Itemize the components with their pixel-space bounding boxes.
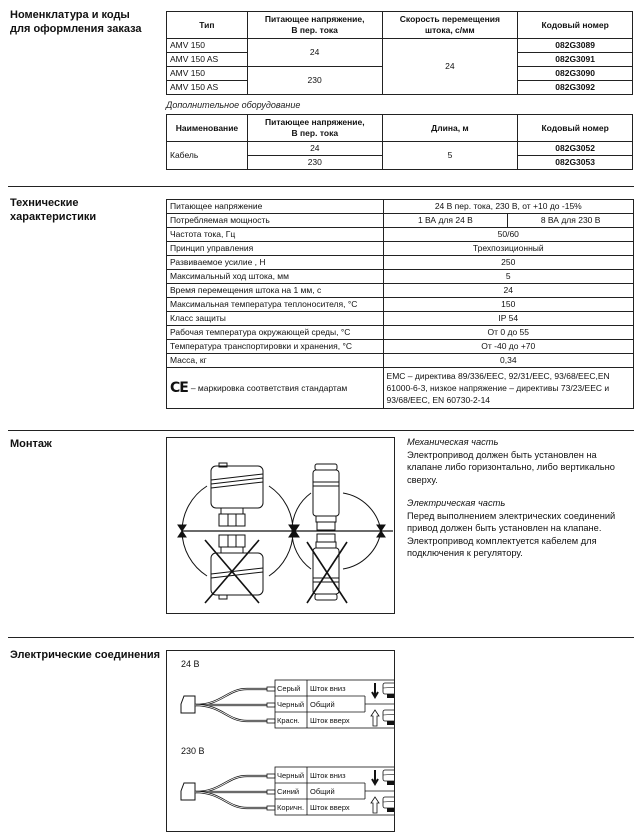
header-voltage: Питающее напряжение, В пер. тока bbox=[247, 115, 382, 142]
actuator-icon bbox=[383, 683, 394, 694]
spec-value: 8 ВА для 230 В bbox=[508, 214, 634, 228]
table-row bbox=[167, 142, 633, 156]
spec-label: Потребляемая мощность bbox=[167, 214, 384, 228]
header-code: Кодовый номер bbox=[518, 12, 633, 39]
actuator-horizontal-wrong-icon bbox=[205, 535, 263, 603]
spec-row bbox=[167, 242, 634, 256]
section-divider bbox=[8, 637, 634, 638]
section-title-tech bbox=[10, 196, 96, 224]
mounting-diagram bbox=[167, 438, 394, 613]
spec-row bbox=[167, 214, 634, 228]
spec-row bbox=[167, 312, 634, 326]
connector-plug-icon bbox=[181, 783, 195, 800]
spec-row bbox=[167, 298, 634, 312]
actuator-horizontal-ok-icon bbox=[211, 463, 263, 526]
section-title-mounting: Монтаж bbox=[10, 438, 52, 450]
spec-value: 1 ВА для 24 В bbox=[383, 214, 508, 228]
wire-function-label: Общий bbox=[310, 700, 335, 709]
ce-label-cell bbox=[167, 368, 384, 409]
electrical-text-cable: Электропривод комплектуется кабелем для подключения к регулятору. bbox=[407, 535, 597, 558]
cell-type: AMV 150 bbox=[167, 39, 248, 53]
wire-color-label: Черный bbox=[277, 700, 305, 709]
cell-code: 082G3091 bbox=[518, 53, 633, 67]
header-code: Кодовый номер bbox=[518, 115, 633, 142]
connector-plug-icon bbox=[181, 696, 195, 713]
spec-value: От -40 до +70 bbox=[383, 340, 633, 354]
spec-label: Частота тока, Гц bbox=[167, 228, 384, 242]
actuator-vertical-ok-icon bbox=[313, 464, 339, 530]
wire-terminal-icon bbox=[267, 806, 275, 810]
wire-color-label: Коричн. bbox=[277, 803, 305, 812]
section-title-ordering bbox=[10, 8, 142, 36]
cell-type: AMV 150 bbox=[167, 67, 248, 81]
section-divider bbox=[8, 430, 634, 431]
wire-color-label: Черный bbox=[277, 771, 305, 780]
wire-color-label: Красн. bbox=[277, 716, 300, 725]
accessories-table bbox=[166, 114, 633, 170]
header-type: Тип bbox=[167, 12, 248, 39]
cell-speed: 24 bbox=[382, 39, 518, 95]
spec-label: Время перемещения штока на 1 мм, с bbox=[167, 284, 384, 298]
spec-label: Максимальная температура теплоносителя, °С bbox=[167, 298, 384, 312]
cell-length: 5 bbox=[382, 142, 518, 170]
spec-value: IP 54 bbox=[383, 312, 633, 326]
header-length: Длина, м bbox=[382, 115, 518, 142]
wire bbox=[195, 792, 267, 808]
spec-value: 150 bbox=[383, 298, 633, 312]
spec-row bbox=[167, 340, 634, 354]
cell-name: Кабель bbox=[167, 142, 248, 170]
wire-function-label: Шток вверх bbox=[310, 716, 350, 725]
wire-function-label: Шток вверх bbox=[310, 803, 350, 812]
spec-value: От 0 до 55 bbox=[383, 326, 633, 340]
spec-value: 250 bbox=[383, 256, 633, 270]
wire-function-label: Шток вниз bbox=[310, 771, 346, 780]
ce-row bbox=[167, 368, 634, 409]
wire-color-label: Серый bbox=[277, 684, 301, 693]
header-speed: Скорость перемещения штока, с/мм bbox=[382, 12, 518, 39]
wire-terminal-icon bbox=[267, 703, 275, 707]
arrow-up-icon bbox=[371, 797, 379, 813]
section-title-electrical: Электрические соединения bbox=[10, 649, 161, 661]
section-title-line: Номенклатура и коды bbox=[10, 9, 130, 21]
cell-code: 082G3092 bbox=[518, 81, 633, 95]
spec-label: Питающее напряжение bbox=[167, 200, 384, 214]
ce-label: – маркировка соответствия стандартам bbox=[190, 382, 348, 393]
cell-code: 082G3090 bbox=[518, 67, 633, 81]
spec-value: 5 bbox=[383, 270, 633, 284]
accessories-title: Дополнительное оборудование bbox=[166, 100, 301, 110]
wiring-diagram bbox=[167, 651, 394, 831]
wire-color-label: Синий bbox=[277, 787, 300, 796]
spec-row bbox=[167, 354, 634, 368]
wire bbox=[195, 776, 267, 792]
wire-function-label: Общий bbox=[310, 787, 335, 796]
wire-function-label: Шток вниз bbox=[310, 684, 346, 693]
spec-label: Развиваемое усилие , Н bbox=[167, 256, 384, 270]
cell-voltage: 230 bbox=[247, 156, 382, 170]
spec-label: Рабочая температура окружающей среды, °С bbox=[167, 326, 384, 340]
mounting-figure bbox=[166, 437, 395, 614]
wire-terminal-icon bbox=[267, 774, 275, 778]
specs-table bbox=[166, 199, 634, 409]
wire-terminal-icon bbox=[267, 790, 275, 794]
mechanical-text: Электропривод должен быть установлен на клапане либо горизонтально, либо вертикально сверху. bbox=[407, 449, 615, 485]
spec-label: Максимальный ход штока, мм bbox=[167, 270, 384, 284]
spec-row bbox=[167, 256, 634, 270]
spec-value: 0,34 bbox=[383, 354, 633, 368]
mechanical-subtitle: Механическая часть bbox=[407, 437, 499, 447]
cell-code: 082G3089 bbox=[518, 39, 633, 53]
order-table bbox=[166, 11, 633, 95]
actuator-vertical-wrong-icon bbox=[307, 534, 347, 603]
spec-value: 24 В пер. тока, 230 В, от +10 до -15% bbox=[383, 200, 633, 214]
wiring-figure bbox=[166, 650, 395, 832]
cell-code: 082G3053 bbox=[518, 156, 633, 170]
spec-value: Трехпозиционный bbox=[383, 242, 633, 256]
arrow-up-icon bbox=[371, 710, 379, 726]
cell-type: AMV 150 AS bbox=[167, 53, 248, 67]
accessories-table-header bbox=[167, 115, 633, 142]
wire bbox=[195, 705, 267, 721]
header-name: Наименование bbox=[167, 115, 248, 142]
spec-label: Температура транспортировки и хранения, °С bbox=[167, 340, 384, 354]
arrow-down-icon bbox=[372, 770, 378, 784]
cell-voltage: 230 bbox=[247, 67, 382, 95]
wire-terminal-icon bbox=[267, 687, 275, 691]
spec-row bbox=[167, 200, 634, 214]
actuator-icon bbox=[383, 770, 394, 781]
cell-voltage: 24 bbox=[247, 39, 382, 67]
mounting-instructions bbox=[407, 436, 632, 560]
electrical-subtitle: Электрическая часть bbox=[407, 498, 506, 508]
arrow-down-icon bbox=[372, 683, 378, 697]
spec-label: Принцип управления bbox=[167, 242, 384, 256]
section-title-line: Технические bbox=[10, 197, 79, 209]
electrical-text: Перед выполнением электрических соединений привод должен быть установлен на клапане. bbox=[407, 510, 616, 533]
actuator-icon bbox=[383, 710, 394, 721]
cell-voltage: 24 bbox=[247, 142, 382, 156]
ce-mark-icon: CE bbox=[170, 379, 188, 396]
cell-code: 082G3052 bbox=[518, 142, 633, 156]
voltage-label: 24 В bbox=[181, 659, 200, 669]
section-title-line: характеристики bbox=[10, 211, 97, 223]
ce-value: EMC – директива 89/336/EEC, 92/31/EEC, 93/68/EEC,EN 61000-6-3, низкое напряжение – директивы 73/23/EEC и 93/68/EEC, EN 60730-2-14 bbox=[383, 368, 633, 409]
header-voltage: Питающее напряжение, В пер. тока bbox=[247, 12, 382, 39]
wiring-230v-group bbox=[181, 746, 394, 815]
wiring-24v-group bbox=[181, 659, 394, 728]
wire bbox=[195, 689, 267, 705]
section-title-line: для оформления заказа bbox=[10, 23, 142, 35]
cell-type: AMV 150 AS bbox=[167, 81, 248, 95]
actuator-icon bbox=[383, 797, 394, 808]
table-row bbox=[167, 39, 633, 53]
spec-row bbox=[167, 228, 634, 242]
spec-row bbox=[167, 284, 634, 298]
spec-value: 50/60 bbox=[383, 228, 633, 242]
voltage-label: 230 В bbox=[181, 746, 205, 756]
spec-row bbox=[167, 326, 634, 340]
spec-label: Масса, кг bbox=[167, 354, 384, 368]
spec-row bbox=[167, 270, 634, 284]
spec-label: Класс защиты bbox=[167, 312, 384, 326]
spec-value: 24 bbox=[383, 284, 633, 298]
section-divider bbox=[8, 186, 634, 187]
order-table-header bbox=[167, 12, 633, 39]
wire-terminal-icon bbox=[267, 719, 275, 723]
